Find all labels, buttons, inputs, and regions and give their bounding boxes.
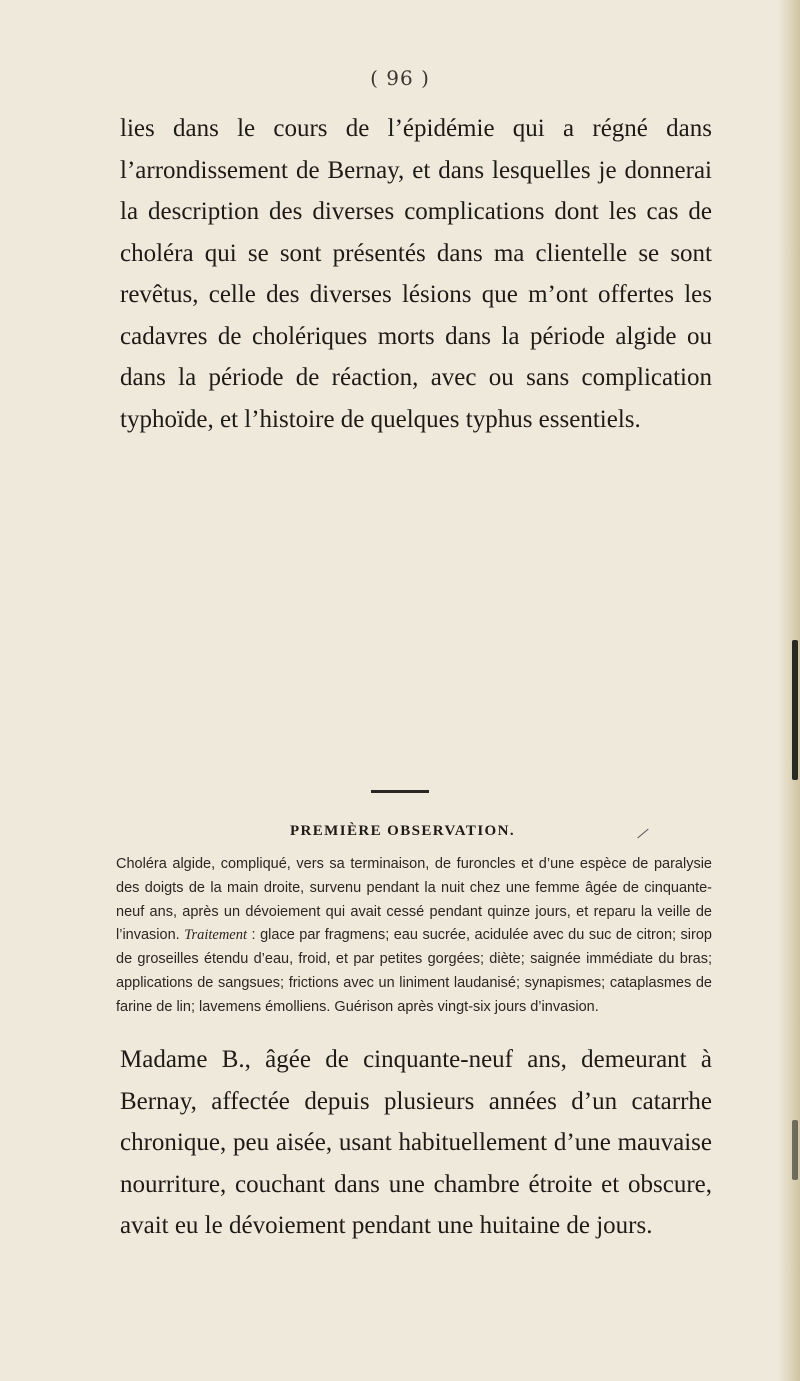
binding-shadow [792, 640, 798, 780]
page-number: ( 96 ) [370, 66, 430, 90]
case-summary [116, 853, 712, 1020]
section-divider [371, 790, 429, 793]
treatment-label: Traitement [184, 927, 248, 944]
opening-paragraph: lies dans le cours de l’épidémie qui a régné dans l’arrondissement de Bernay, et dans lesquelles je donnerai la description des diverses complications dont les cas de choléra qui se sont présentés dans ma clientelle se sont revêtus, celle des diverses lésions que m’ont offertes les cadavres de cholériques morts dans la période algide ou dans la période de réaction, avec ou sans complication typhoïde, et l’histoire de quelques typhus essentiels. [120, 115, 712, 433]
binding-shadow [792, 1120, 798, 1180]
case-paragraph: Madame B., âgée de cinquante-neuf ans, demeurant à Bernay, affectée depuis plusieurs années d’un catarrhe chronique, peu aisée, usant habituellement d’une mauvaise nourriture, couchant dans une chambre étroite et obscure, avait eu le dévoiement pendant une huitaine de jours. [120, 1046, 712, 1239]
section-heading: PREMIÈRE OBSERVATION. [289, 823, 516, 839]
summary-text-2: : glace par fragmens; eau sucrée, acidulée avec du suc de citron; sirop de groseilles étendu d’eau, froid, et par petites gorgées; diète; saignée immédiate du bras; applications de sangsues; frictions avec un liniment laudanisé; synapismes; cataplasmes de farine de lin; lavemens émolliens. Guérison après vingt-six jours d’invasion. [116, 927, 712, 1015]
summary-text-1: Choléra algide, compliqué, vers sa terminaison, de furoncles et d’une espèce de paralysie des doigts de la main droite, survenu pendant la nuit chez une femme âgée de cinquante-neuf ans, après un dévoiement qui avait cessé pendant quinze jours, et reparu la veille de l’invasion. [116, 856, 712, 944]
